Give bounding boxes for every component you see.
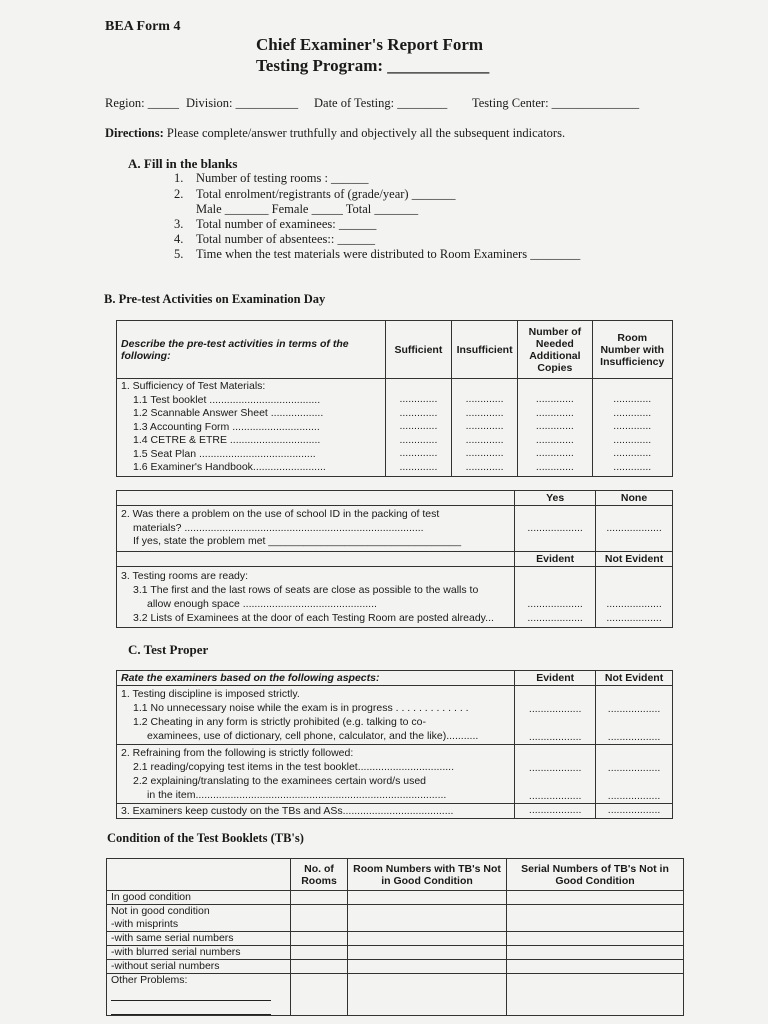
fill-item[interactable]: Male _______ Female _____ Total _______ [196,202,419,216]
header-cell: No. of Rooms [291,859,348,891]
aspect-line: 2.2 explaining/translating to the examinees certain word/s used [133,775,427,787]
section-c-heading: C. Test Proper [128,642,209,657]
table-cell[interactable] [348,891,507,905]
not-evident-header: Not Evident [596,551,673,566]
room-number-column[interactable]: ............. ............. ............. ............. ............. ............. [592,379,672,477]
header-cell: Describe the pre-test activities in terms of the following: [117,321,386,379]
aspect-line: 1. Testing discipline is imposed strictly. [121,688,300,700]
table-cell[interactable] [291,891,348,905]
question-2-line: materials? .................................................................................. [133,521,424,534]
aspect-line: 3. Examiners keep custody on the TBs and ASs...................................... [117,804,515,819]
directions-text: Please complete/answer truthfully and objectively all the subsequent indicators. [166,126,566,140]
additional-copies-column[interactable]: ............. ............. ............. ............. ............. ............. [518,379,592,477]
aspect-line: 2.1 reading/copying test items in the test booklet................................. [133,761,454,773]
table-cell[interactable] [507,891,684,905]
evident-answer[interactable]: .................. [515,804,596,819]
testing-program-field[interactable]: Testing Program: ____________ [256,56,490,75]
table-cell[interactable] [291,974,348,1016]
table-cell[interactable] [291,946,348,960]
not-evident-answers[interactable]: ................... ................... [596,566,673,627]
fill-item[interactable]: 2. Total enrolment/registrants of (grade/year) _______ [174,187,456,201]
yes-header: Yes [515,491,596,506]
table-row-label: 1.5 Seat Plan ........................................ [133,447,316,460]
none-answer[interactable]: ................... [596,506,673,552]
fill-item[interactable]: 3. Total number of examinees: ______ [174,217,377,231]
table-cell[interactable] [348,932,507,946]
header-cell: Sufficient [385,321,451,379]
evident-header: Evident [515,551,596,566]
table-row-label: -with same serial numbers [107,932,291,946]
pretest-table-2 [116,490,673,628]
table-row-label: 1.6 Examiner's Handbook......................... [133,461,326,473]
pretest-table [116,320,673,477]
aspect-line: 1.1 No unnecessary noise while the exam is in progress . . . . . . . . . . . . . [133,702,469,714]
table-cell[interactable] [291,960,348,974]
problem-met-field[interactable]: If yes, state the problem met _________________________________ [133,535,462,547]
header-cell: Not Evident [596,671,673,686]
date-of-testing-field[interactable]: Date of Testing: ________ [314,96,448,110]
table-cell[interactable] [291,932,348,946]
evident-answers[interactable]: .................. .................. [515,745,596,804]
testing-center-field[interactable]: Testing Center: ______________ [472,96,640,110]
table-cell[interactable] [507,960,684,974]
directions-label: Directions: [105,126,164,140]
table-row-label: 1.2 Scannable Answer Sheet .................. [133,407,324,419]
aspect-line: in the item...................................................................................... [147,789,447,801]
blank-line[interactable] [111,987,271,1001]
table-cell[interactable] [348,960,507,974]
evident-answers[interactable]: ................... ................... [515,566,596,627]
region-field[interactable]: Region: _____ [105,96,179,110]
table-cell[interactable] [507,905,684,932]
header-cell: Rate the examiners based on the following aspects: [117,671,515,686]
directions [105,126,565,141]
table-cell[interactable] [348,974,507,1016]
question-3-line: 3.2 Lists of Examinees at the door of each Testing Room are posted already... [133,611,494,624]
header-cell: Room Numbers with TB's Not in Good Condition [348,859,507,891]
table-cell[interactable] [348,946,507,960]
section-a-heading: A. Fill in the blanks [128,156,238,171]
question-2-line: 2. Was there a problem on the use of school ID in the packing of test [121,508,440,520]
group-label: 1. Sufficiency of Test Materials: [121,380,266,392]
aspect-line: examinees, use of dictionary, cell phone, calculator, and the like)........... [147,730,479,742]
table-row-label: 1.1 Test booklet ...................................... [133,393,321,406]
fill-item[interactable]: 5. Time when the test materials were distributed to Room Examiners ________ [174,247,581,261]
table-cell[interactable] [507,974,684,1016]
header-cell: Insufficient [452,321,518,379]
aspect-line: 1.2 Cheating in any form is strictly prohibited (e.g. talking to co- [133,716,426,728]
not-evident-answers[interactable]: .................. .................. [596,745,673,804]
not-evident-answers[interactable]: .................. .................. [596,686,673,745]
other-problems-cell[interactable] [107,974,291,1016]
sufficient-column[interactable]: ............. ............. ............. ............. ............. ............. [385,379,451,477]
header-cell: Serial Numbers of TB's Not in Good Condition [507,859,684,891]
table-row-label: In good condition [107,891,291,905]
table-row-label: -with blurred serial numbers [107,946,291,960]
tb-condition-table [106,858,684,1016]
section-b-heading: B. Pre-test Activities on Examination Day [104,292,326,306]
table-row-label: 1.4 CETRE & ETRE ............................... [133,434,321,446]
insufficient-column[interactable]: ............. ............. ............. ............. ............. ............. [452,379,518,477]
header-cell: Number of Needed Additional Copies [518,321,592,379]
header-cell [107,859,291,891]
header-cell: Evident [515,671,596,686]
aspect-line: 2. Refraining from the following is strictly followed: [121,747,354,759]
fill-item[interactable]: 1. Number of testing rooms : ______ [174,171,369,185]
table-cell[interactable] [348,905,507,932]
question-3-line: 3.1 The first and the last rows of seats are close as possible to the walls to [133,583,479,596]
tb-section-heading: Condition of the Test Booklets (TB's) [107,831,304,845]
blank-line[interactable] [111,1001,271,1015]
not-evident-answer[interactable]: .................. [596,804,673,819]
evident-answers[interactable]: .................. .................. [515,686,596,745]
yes-answer[interactable]: ................... [515,506,596,552]
header-cell: Room Number with Insufficiency [592,321,672,379]
table-row-label: -without serial numbers [107,960,291,974]
question-3-line: allow enough space .............................................. [147,597,377,610]
table-cell[interactable] [507,932,684,946]
none-header: None [596,491,673,506]
table-row-label: 1.3 Accounting Form .............................. [133,420,320,433]
fill-item[interactable]: 4. Total number of absentees:: ______ [174,232,375,246]
question-3-line: 3. Testing rooms are ready: [121,569,249,582]
page-title: Chief Examiner's Report Form [256,35,484,54]
table-cell[interactable] [507,946,684,960]
form-number: BEA Form 4 [105,19,181,34]
table-cell[interactable] [291,905,348,932]
table-row-label: Not in good condition -with misprints [107,905,291,932]
test-proper-table [116,670,673,819]
table-row-label: Other Problems: [111,974,188,986]
division-field[interactable]: Division: __________ [186,96,299,110]
